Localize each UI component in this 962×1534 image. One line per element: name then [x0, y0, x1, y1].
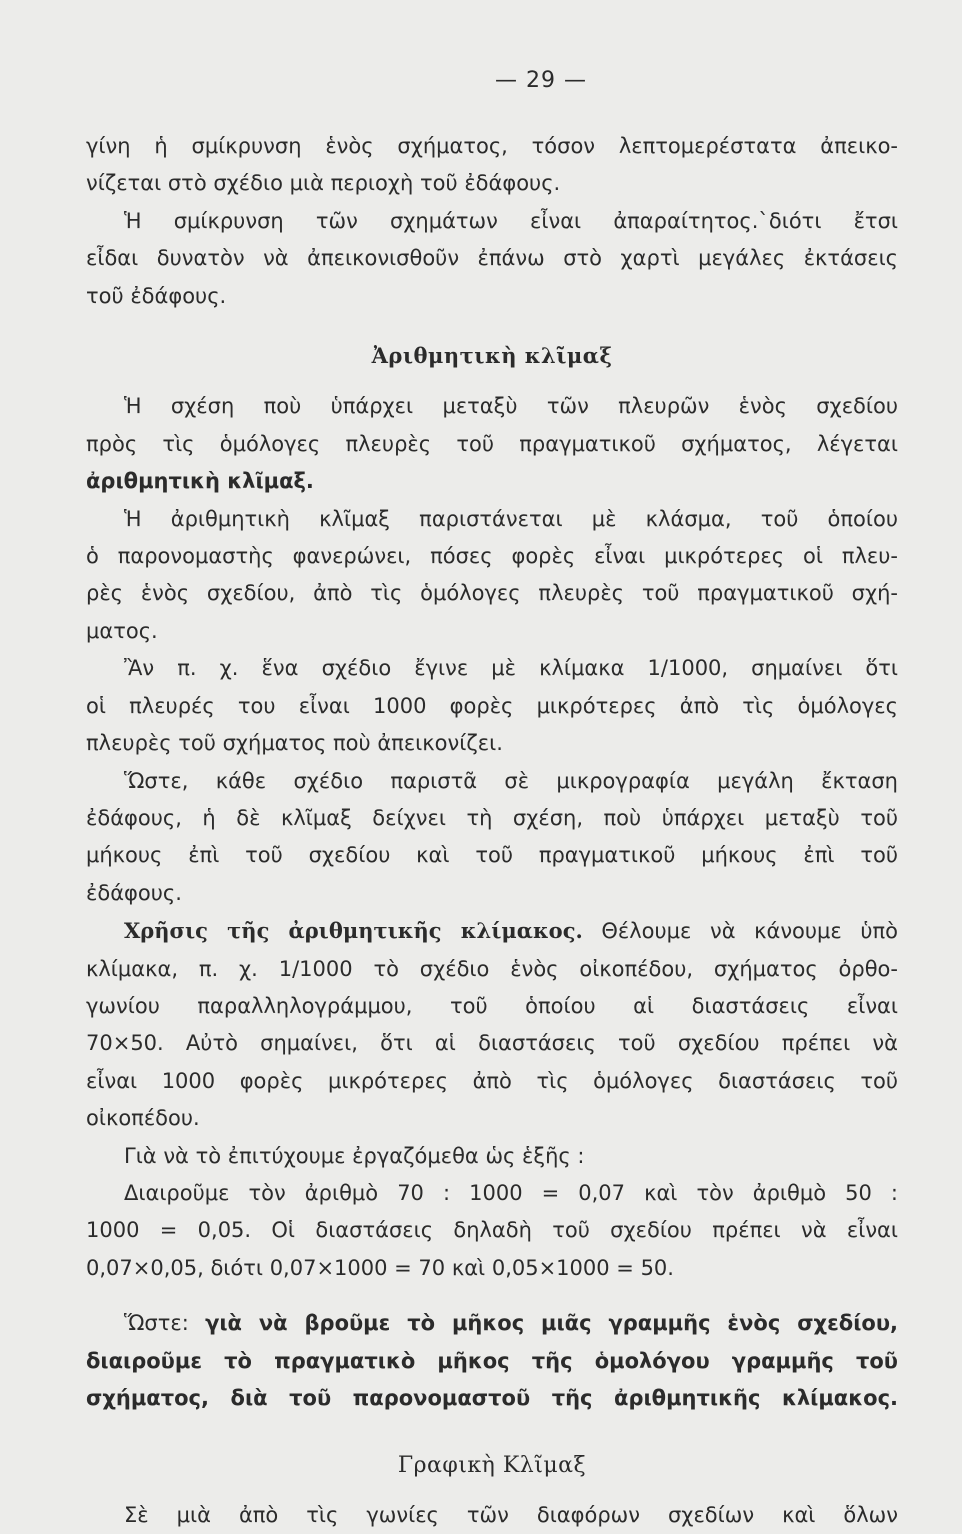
p4-line-2: ὁ παρονομαστὴς φανερώνει, πόσες φορὲς εἶναι μικρότερες οἱ πλευ-	[86, 544, 898, 569]
p5-line-3: πλευρὲς τοῦ σχήματος ποὺ ἀπεικονίζει.	[86, 731, 503, 756]
p4-line-4: ματος.	[86, 618, 158, 643]
p6-line-3: μήκους ἐπὶ τοῦ σχεδίου καὶ τοῦ πραγματικοῦ μήκους ἐπὶ τοῦ	[86, 843, 898, 868]
p11-line-1: Σὲ μιὰ ἀπὸ τὶς γωνίες τῶν διαφόρων σχεδίων καὶ ὅλων	[124, 1502, 898, 1527]
p4-line-3: ρὲς ἑνὸς σχεδίου, ἀπὸ τὶς ὁμόλογες πλευρὲς τοῦ πραγματικοῦ σχή-	[86, 581, 898, 606]
p10-prefix: Ὥστε:	[124, 1311, 189, 1336]
p4-line-1: Ἡ ἀριθμητικὴ κλῖμαξ παριστάνεται μὲ κλάσμα, τοῦ ὁποίου	[124, 506, 898, 531]
p9-line-3: 0,07×0,05, διότι 0,07×1000 = 70 καὶ 0,05×1000 = 50.	[86, 1255, 674, 1280]
p3-line-3	[86, 463, 898, 500]
p10-line-1-rest: γιὰ νὰ βροῦμε τὸ μῆκος μιᾶς γραμμῆς ἑνὸς σχεδίου,	[205, 1311, 898, 1336]
p7-line-1	[86, 912, 898, 950]
p8-line-1: Γιὰ νὰ τὸ ἐπιτύχουμε ἐργαζόμεθα ὡς ἑξῆς :	[124, 1143, 585, 1168]
p7-line-6: οἰκοπέδου.	[86, 1106, 200, 1131]
p1-line-1: γίνη ἡ σμίκρυνση ἑνὸς σχήματος, τόσον λεπτομερέστατα ἀπεικο-	[86, 134, 898, 158]
p3-line-1: Ἡ σχέση ποὺ ὑπάρχει μεταξὺ τῶν πλευρῶν ἑνὸς σχεδίου	[124, 394, 898, 419]
p5-line-1: Ἂν π. χ. ἕνα σχέδιο ἔγινε μὲ κλίμακα 1/1000, σημαίνει ὅτι	[124, 656, 898, 681]
section-heading-arithmetic-scale: Ἀριθμητικὴ κλῖμαξ	[371, 343, 613, 369]
p9-line-1: Διαιροῦμε τὸν ἀριθμὸ 70 : 1000 = 0,07 καὶ τὸν ἀριθμὸ 50 :	[124, 1180, 898, 1205]
page-body	[86, 128, 898, 1534]
p9-line-2: 1000 = 0,05. Οἱ διαστάσεις δηλαδὴ τοῦ σχεδίου πρέπει νὰ εἶναι	[86, 1218, 898, 1243]
p2-line-3: τοῦ ἐδάφους.	[86, 283, 227, 308]
page-number: — 29 —	[495, 68, 587, 93]
term-arithmetic-scale: ἀριθμητικὴ κλῖμαξ.	[86, 469, 314, 494]
p2-line-2: εἶδαι δυνατὸν νὰ ἀπεικονισθοῦν ἐπάνω στὸ χαρτὶ μεγάλες ἐκτάσεις	[86, 246, 898, 271]
p1-line-2: νίζεται στὸ σχέδιο μιὰ περιοχὴ τοῦ ἐδάφους.	[86, 171, 561, 196]
p10-line-2: διαιροῦμε τὸ πραγματικὸ μῆκος τῆς ὁμολόγου γραμμῆς τοῦ	[86, 1348, 898, 1373]
p6-line-4: ἐδάφους.	[86, 880, 182, 905]
p6-line-2: ἐδάφους, ἡ δὲ κλῖμαξ δείχνει τὴ σχέση, ποὺ ὑπάρχει μεταξὺ τοῦ	[86, 805, 898, 830]
p10-line-1	[86, 1305, 898, 1342]
p7-line-1-rest: Θέλουμε νὰ κάνουμε ὑπὸ	[601, 919, 898, 944]
p7-line-4: 70×50. Αὐτὸ σημαίνει, ὅτι αἱ διαστάσεις τοῦ σχεδίου πρέπει νὰ	[86, 1031, 898, 1056]
section-heading-graphic-scale: Γραφικὴ Κλῖμαξ	[397, 1453, 587, 1479]
p7-line-2: κλίμακα, π. χ. 1/1000 τὸ σχέδιο ἑνὸς οἰκοπέδου, σχήματος ὀρθο-	[86, 956, 898, 981]
p7-line-5: εἶναι 1000 φορὲς μικρότερες ἀπὸ τὶς ὁμόλογες διαστάσεις τοῦ	[86, 1068, 898, 1093]
subheading-use-of-scale: Χρῆσις τῆς ἀριθμητικῆς κλίμακος.	[124, 918, 583, 944]
p2-line-1: Ἡ σμίκρυνση τῶν σχημάτων εἶναι ἀπαραίτητος.`διότι ἔτσι	[124, 208, 898, 233]
p6-line-1: Ὥστε, κάθε σχέδιο παριστᾶ σὲ μικρογραφία μεγάλη ἔκταση	[124, 768, 898, 793]
p5-line-2: οἱ πλευρές του εἶναι 1000 φορὲς μικρότερες ἀπὸ τὶς ὁμόλογες	[86, 693, 898, 718]
p7-line-3: γωνίου παραλληλογράμμου, τοῦ ὁποίου αἱ διαστάσεις εἶναι	[86, 993, 898, 1018]
p3-line-2: πρὸς τὶς ὁμόλογες πλευρὲς τοῦ πραγματικοῦ σχήματος, λέγεται	[86, 431, 898, 456]
p10-line-3: σχήματος, διὰ τοῦ παρονομαστοῦ τῆς ἀριθμητικῆς κλίμακος.	[86, 1386, 898, 1410]
